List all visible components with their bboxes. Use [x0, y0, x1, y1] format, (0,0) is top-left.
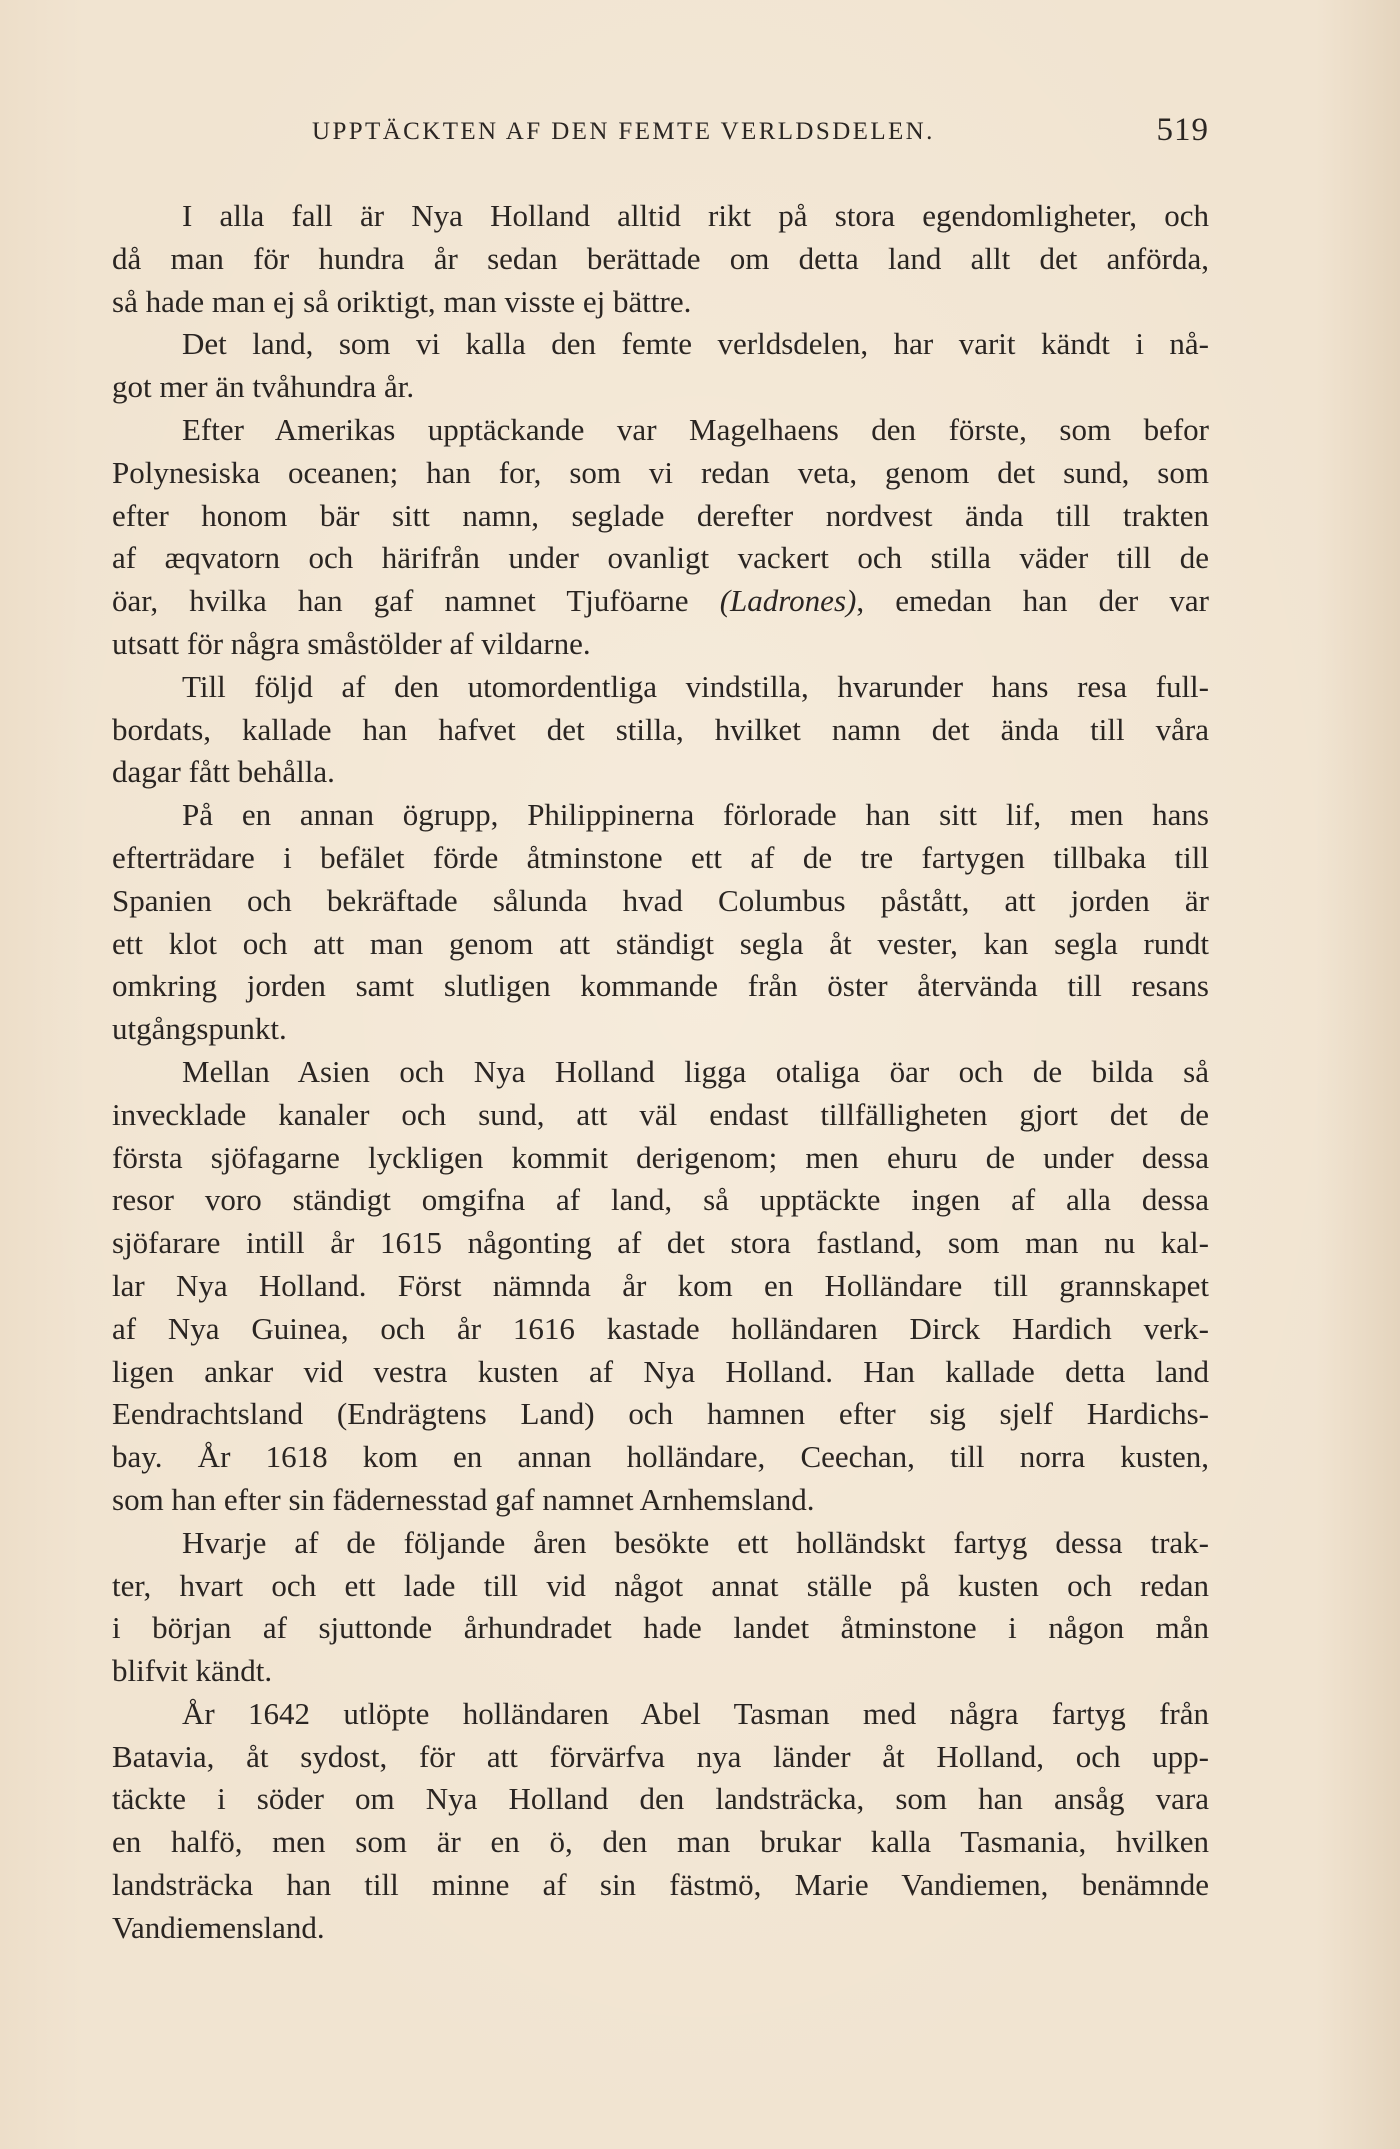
- text-line: lar Nya Holland. Först nämnda år kom en Holländare till grannskapet: [112, 1267, 1209, 1303]
- text-line: Spanien och bekräftade sålunda hvad Columbus påstått, att jorden är: [112, 882, 1209, 918]
- text-line: Hvarje af de följande åren besökte ett holländskt fartyg dessa trak-: [182, 1524, 1209, 1560]
- paragraph: [112, 195, 1209, 323]
- text-line: Mellan Asien och Nya Holland ligga otaliga öar och de bilda så: [182, 1053, 1209, 1089]
- text-line: invecklade kanaler och sund, att väl endast tillfälligheten gjort det de: [112, 1096, 1209, 1132]
- text-line: utgångspunkt.: [112, 1011, 287, 1047]
- text-line: I alla fall är Nya Holland alltid rikt på stora egendomligheter, och: [182, 198, 1209, 233]
- text-line: ligen ankar vid vestra kusten af Nya Holland. Han kallade detta land: [112, 1353, 1209, 1389]
- text-line: Efter Amerikas upptäckande var Magelhaens den förste, som befor: [182, 411, 1209, 447]
- paragraph: [112, 323, 1209, 409]
- page-number: 519: [1156, 112, 1209, 148]
- page-header: [312, 112, 1209, 158]
- text-line: täckte i söder om Nya Holland den landsträcka, som han ansåg vara: [112, 1781, 1209, 1817]
- text-fragment: öar, hvilka han gaf namnet Tjuföarne: [112, 583, 720, 619]
- text-line: som han efter sin fädernesstad gaf namnet Arnhemsland.: [112, 1481, 815, 1517]
- text-line: Till följd af den utomordentliga vindstilla, hvarunder hans resa full-: [182, 668, 1209, 704]
- paragraph: [112, 794, 1209, 1051]
- text-line: Eendrachtsland (Endrägtens Land) och hamnen efter sig sjelf Hardichs-: [112, 1396, 1209, 1432]
- text-line: så hade man ej så oriktigt, man visste ej bättre.: [112, 283, 692, 319]
- text-line: ter, hvart och ett lade till vid något annat ställe på kusten och redan: [112, 1567, 1209, 1603]
- text-line: ett klot och att man genom att ständigt segla åt vester, kan segla rundt: [112, 925, 1209, 961]
- text-line-with-italic: [112, 580, 1209, 623]
- paragraph: [112, 1051, 1209, 1522]
- text-line: utsatt för några småstölder af vildarne.: [112, 625, 591, 661]
- paragraph: [112, 1522, 1209, 1693]
- text-fragment: , emedan han der var: [856, 583, 1209, 619]
- text-line: första sjöfagarne lyckligen kommit derigenom; men ehuru de under dessa: [112, 1139, 1209, 1175]
- text-line: sjöfarare intill år 1615 någonting af det stora fastland, som man nu kal-: [112, 1225, 1209, 1261]
- text-line: dagar fått behålla.: [112, 754, 335, 790]
- text-line: landsträcka han till minne af sin fästmö, Marie Vandiemen, benämnde: [112, 1867, 1209, 1903]
- paragraph: [112, 409, 1209, 666]
- text-line: Vandiemensland.: [112, 1909, 325, 1945]
- text-line: Batavia, åt sydost, för att förvärfva nya länder åt Holland, och upp-: [112, 1738, 1209, 1774]
- text-line: bay. År 1618 kom en annan holländare, Ceechan, till norra kusten,: [112, 1439, 1209, 1475]
- text-line: År 1642 utlöpte holländaren Abel Tasman med några fartyg från: [182, 1695, 1209, 1731]
- paragraph: [112, 666, 1209, 794]
- text-line: efter honom bär sitt namn, seglade derefter nordvest ända till trakten: [112, 497, 1209, 533]
- running-title: UPPTÄCKTEN AF DEN FEMTE VERLDSDELEN.: [312, 118, 935, 145]
- paragraph: [112, 1693, 1209, 1950]
- body-text: [112, 195, 1209, 1950]
- text-line: På en annan ögrupp, Philippinerna förlorade han sitt lif, men hans: [182, 797, 1209, 833]
- text-line: Det land, som vi kalla den femte verldsdelen, har varit kändt i nå-: [182, 326, 1209, 362]
- text-line: resor voro ständigt omgifna af land, så upptäckte ingen af alla dessa: [112, 1182, 1209, 1218]
- text-line: af æqvatorn och härifrån under ovanligt vackert och stilla väder till de: [112, 540, 1209, 576]
- text-line: i början af sjuttonde århundradet hade landet åtminstone i någon mån: [112, 1610, 1209, 1646]
- text-line: Polynesiska oceanen; han for, som vi redan veta, genom det sund, som: [112, 454, 1209, 490]
- text-line: omkring jorden samt slutligen kommande från öster återvända till resans: [112, 968, 1209, 1004]
- text-line: af Nya Guinea, och år 1616 kastade holländaren Dirck Hardich verk-: [112, 1310, 1209, 1346]
- text-line: got mer än tvåhundra år.: [112, 369, 415, 405]
- text-line: bordats, kallade han hafvet det stilla, hvilket namn det ända till våra: [112, 711, 1209, 747]
- text-line: en halfö, men som är en ö, den man brukar kalla Tasmania, hvilken: [112, 1824, 1209, 1860]
- text-line: då man för hundra år sedan berättade om detta land allt det anförda,: [112, 240, 1209, 276]
- text-line: efterträdare i befälet förde åtminstone ett af de tre fartygen tillbaka till: [112, 839, 1209, 875]
- italic-term: (Ladrones): [719, 583, 857, 619]
- text-line: blifvit kändt.: [112, 1653, 273, 1689]
